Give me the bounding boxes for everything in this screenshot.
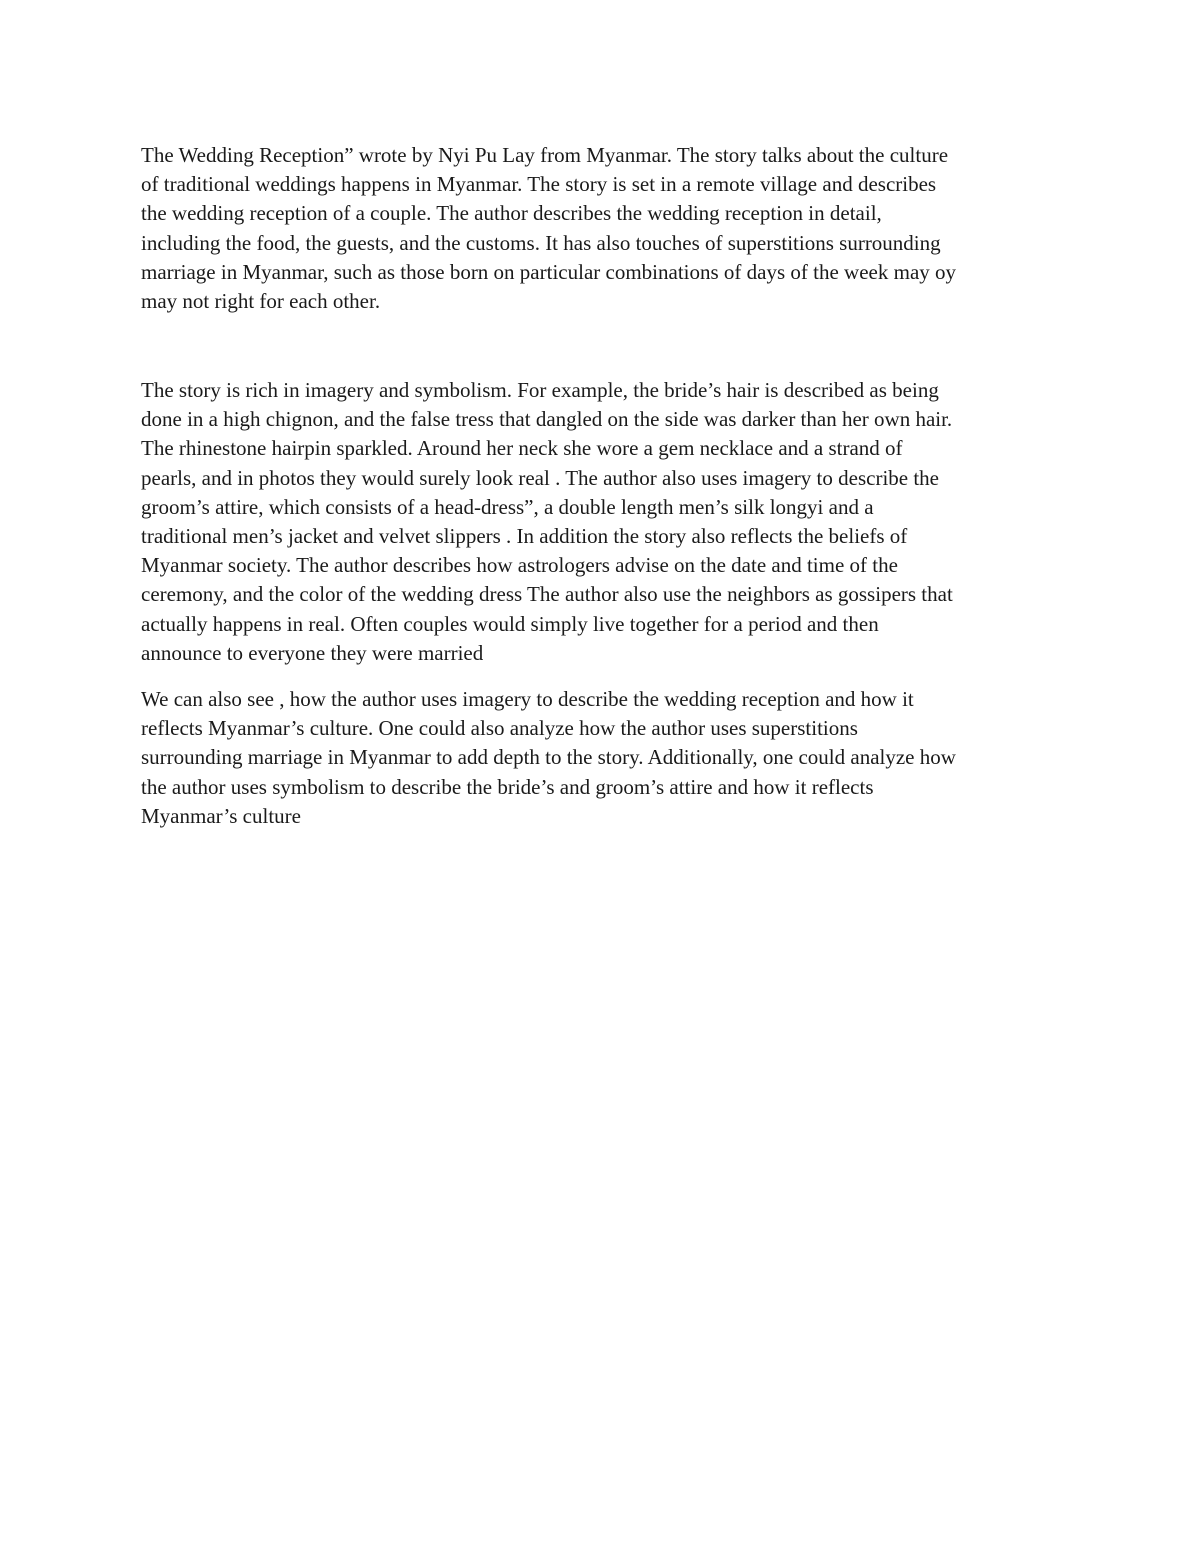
paragraph-line: may not right for each other. — [141, 289, 381, 314]
paragraph-1 — [141, 141, 1071, 316]
paragraph-line: reflects Myanmar’s culture. One could also analyze how the author uses superstitions — [141, 716, 858, 741]
paragraph-line: announce to everyone they were married — [141, 640, 484, 665]
paragraph-line: including the food, the guests, and the customs. It has also touches of superstitions surrounding — [141, 230, 941, 255]
paragraph-line: done in a high chignon, and the false tress that dangled on the side was darker than her own hair. — [141, 407, 953, 432]
paragraph-line: the wedding reception of a couple. The author describes the wedding reception in detail, — [141, 201, 882, 226]
paragraph-line: actually happens in real. Often couples would simply live together for a period and then — [141, 611, 879, 636]
paragraph-line: of traditional weddings happens in Myanmar. The story is set in a remote village and describes — [141, 172, 937, 197]
paragraph-line: the author uses symbolism to describe the bride’s and groom’s attire and how it reflects — [141, 774, 874, 799]
paragraph-line: The Wedding Reception” wrote by Nyi Pu Lay from Myanmar. The story talks about the culture — [141, 143, 949, 167]
paragraph-line: pearls, and in photos they would surely look real . The author also uses imagery to describe the — [141, 465, 939, 490]
paragraph-line: groom’s attire, which consists of a head-dress”, a double length men’s silk longyi and a — [141, 494, 874, 519]
paragraph-line: We can also see , how the author uses imagery to describe the wedding reception and how it — [141, 687, 914, 711]
paragraph-line: surrounding marriage in Myanmar to add depth to the story. Additionally, one could analyze how — [141, 745, 956, 770]
paragraph-line: ceremony, and the color of the wedding dress The author also use the neighbors as gossipers that — [141, 582, 953, 607]
paragraph-3 — [141, 685, 1071, 831]
paragraph-line: The story is rich in imagery and symbolism. For example, the bride’s hair is described as being — [141, 378, 939, 402]
paragraph-line: The rhinestone hairpin sparkled. Around her neck she wore a gem necklace and a strand of — [141, 436, 903, 461]
paragraph-line: Myanmar society. The author describes how astrologers advise on the date and time of the — [141, 553, 898, 578]
paragraph-line: marriage in Myanmar, such as those born on particular combinations of days of the week may oy — [141, 259, 957, 284]
paragraph-2 — [141, 376, 1071, 668]
paragraph-line: Myanmar’s culture — [141, 803, 301, 828]
paragraph-line: traditional men’s jacket and velvet slippers . In addition the story also reflects the beliefs of — [141, 524, 908, 549]
